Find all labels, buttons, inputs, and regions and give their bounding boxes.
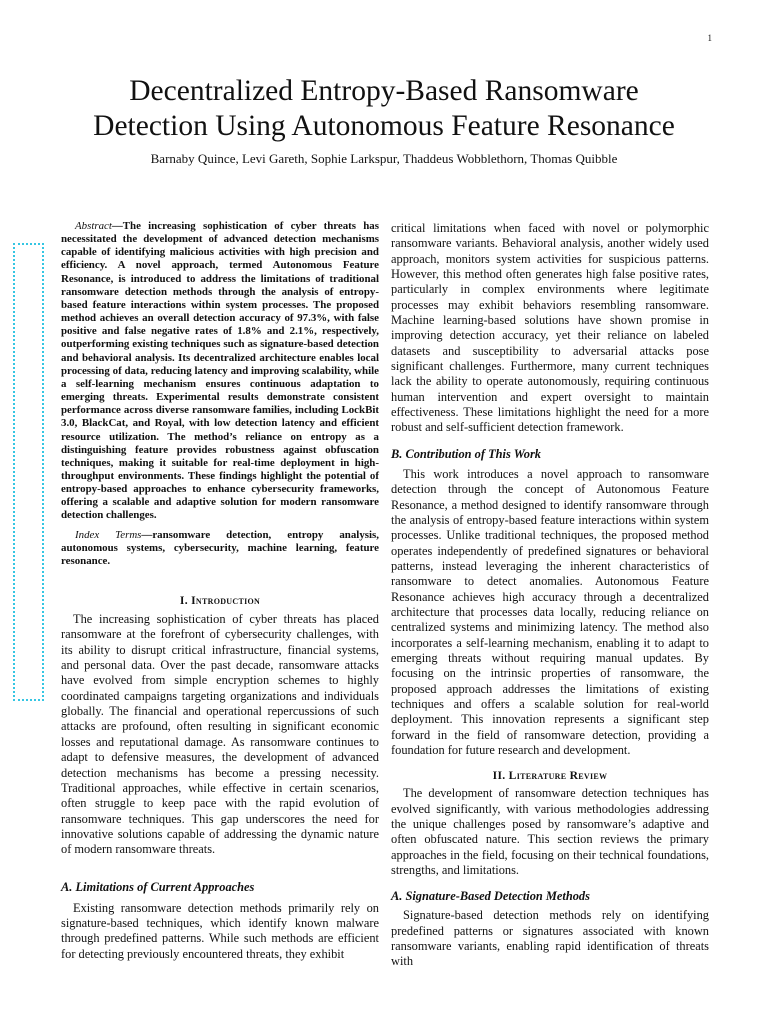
right-column	[391, 221, 709, 970]
section-heading-introduction: I. Introduction	[179, 594, 261, 608]
subsection-heading-contribution: B. Contribution of This Work	[391, 446, 541, 461]
page-number: 1	[707, 33, 712, 43]
limitations-paragraph-start: Existing ransomware detection methods primarily rely on signature-based techniques, which identify known malware through predefined patterns. While such methods are efficient for detecting previously encountered threats, they exhibit	[61, 900, 379, 961]
index-terms-text: —ransomware detection, entropy analysis, autonomous systems, cybersecurity, machine learning, feature resonance.	[61, 528, 379, 567]
index-terms	[61, 529, 379, 568]
literature-review-paragraph: The development of ransomware detection techniques has evolved significantly, with various methodologies addressing the unique challenges posed by ransomware’s adaptive and often obfuscated nature. This section reviews the primary approaches in the field, focusing on their technical foundations, strengths, and limitations.	[391, 786, 709, 878]
author-list: Barnaby Quince, Levi Gareth, Sophie Larkspur, Thaddeus Wobblethorn, Thomas Quibble	[150, 151, 618, 166]
subsection-heading-signature-based: A. Signature-Based Detection Methods	[391, 889, 590, 904]
abstract	[61, 220, 379, 523]
paper-title	[40, 74, 728, 144]
abstract-label: Abstract	[75, 220, 112, 232]
selection-marker	[13, 243, 44, 701]
abstract-text: —The increasing sophistication of cyber threats has necessitated the development of advanced detection mechanisms capable of identifying malicious activities with high precision and efficiency. A novel approach, termed Autonomous Feature Resonance, is introduced to address the limitations of traditional ransomware detection methods through the analysis of entropy-based feature interactions within system processes. The proposed method achieves an overall detection accuracy of 97.3%, with false positive and false negative rates of 1.8% and 2.1%, respectively, outperforming existing techniques such as signature-based detection and behavioral analysis. Its decentralized architecture enables local processing of data, reducing latency and improving scalability, while a self-learning mechanism ensures continuous adaptation to emerging threats. Experimental results demonstrate consistent performance across diverse ransomware families, including LockBit 3.0, BlackCat, and Royal, with low detection latency and efficient resource utilization. The method’s reliance on entropy as a distinguishing feature provides robustness against obfuscation techniques, making it suitable for real-time deployment in high-throughput environments. These findings highlight the potential of entropy-based approaches to enhance cybersecurity frameworks, offering a scalable and adaptive solution for modern ransomware detection challenges.	[61, 220, 379, 522]
limitations-paragraph-continued: critical limitations when faced with novel or polymorphic ransomware variants. Behavioral analysis, another widely used approach, monitors system activities for suspicious patterns. However, this method often generates high false positive rates, particularly in complex environments where legitimate processes may exhibit behaviors resembling ransomware. Machine learning-based solutions have shown promise in improving detection accuracy, yet their reliance on labeled datasets and susceptibility to adversarial attacks pose significant challenges. Furthermore, many current techniques lack the ability to operate autonomously, requiring continuous human intervention and expert oversight to maintain effectiveness. These limitations highlight the need for a more robust and self-sufficient detection framework.	[391, 221, 709, 435]
index-terms-label: Index Terms	[75, 528, 142, 541]
section-heading-literature-review: II. Literature Review	[492, 769, 608, 783]
title-line-2: Detection Using Autonomous Feature Resonance	[93, 110, 675, 142]
intro-paragraph: The increasing sophistication of cyber threats has placed ransomware at the forefront of cybersecurity challenges, with its ability to disrupt critical infrastructure, financial systems, and personal data. Over the past decade, ransomware attacks have evolved from simple encryption schemes to highly coordinated campaigns targeting organizations and individuals globally. The financial and operational repercussions of such attacks are profound, often resulting in significant economic losses and reputational damage. As ransomware continues to adapt to defensive measures, the development of advanced detection mechanisms has become a pressing necessity. Traditional approaches, while effective in certain scenarios, often struggle to keep pace with the rapid evolution of ransomware techniques. This gap underscores the need for innovative solutions capable of addressing the dynamic nature of modern ransomware threats.	[61, 612, 379, 857]
title-line-1: Decentralized Entropy-Based Ransomware	[129, 75, 639, 107]
contribution-paragraph: This work introduces a novel approach to ransomware detection through the concept of Autonomous Feature Resonance, a method designed to identify ransomware through the analysis of entropy-based feature interactions within system processes. Unlike traditional techniques, the proposed method operates independently of predefined signatures or behavioral patterns, instead leveraging the inherent characteristics of ransomware to detect anomalies. Autonomous Feature Resonance achieves high accuracy through a decentralized architecture that processes data locally, reducing reliance on centralized systems and minimizing latency. The method also incorporates a self-learning mechanism, enabling it to adapt to emerging threats without requiring manual updates. By focusing on the intrinsic properties of ransomware, the proposed approach addresses the limitations of existing techniques and offers a scalable solution for real-world deployment. This innovation represents a significant step forward in the field of ransomware detection, providing a foundation for future research and development.	[391, 466, 709, 757]
left-column	[61, 220, 379, 962]
signature-based-paragraph: Signature-based detection methods rely on identifying predefined patterns or signatures associated with known ransomware variants, enabling rapid identification of threats with	[391, 908, 709, 969]
subsection-heading-limitations: A. Limitations of Current Approaches	[61, 879, 255, 894]
